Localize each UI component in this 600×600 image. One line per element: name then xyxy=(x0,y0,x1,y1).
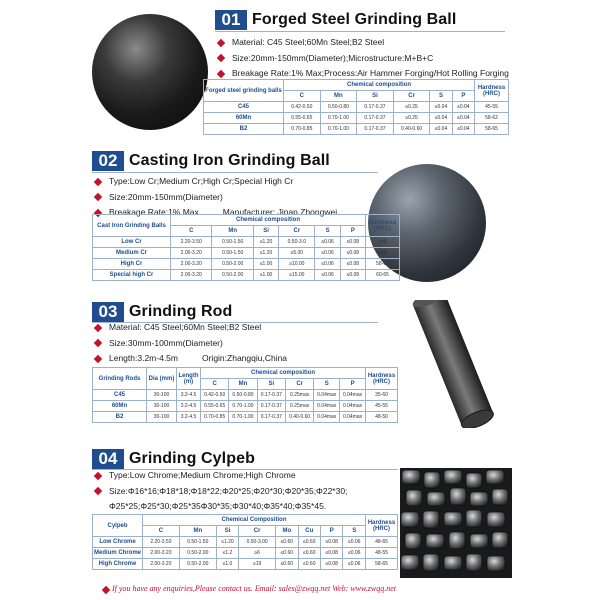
table-header: Grinding Rods xyxy=(93,368,147,390)
spec-item: Type:Low Cr;Medium Cr;High Cr;Special High Cr xyxy=(95,174,337,190)
section-title: Forged Steel Grinding Ball xyxy=(252,11,457,28)
table-row: B2 0.70-0.85 0.70-1.00 0.17-0.37 0.40-0.60 ≤0.04 ≤0.04 58-65 xyxy=(204,124,509,135)
bullet-icon xyxy=(217,70,225,78)
bullet-icon xyxy=(94,487,102,495)
grinding-rod-table xyxy=(92,367,398,423)
column-header: P xyxy=(452,91,474,102)
table-row: C45 0.42-0.50 0.50-0.80 0.17-0.37 ≤0.25 ≤0.04 ≤0.04 45-55 xyxy=(204,102,509,113)
section-number: 04 xyxy=(92,449,124,469)
spec-list xyxy=(95,468,347,515)
table-row: 60Mn 0.55-0.65 0.70-1.00 0.17-0.37 ≤0.25 ≤0.04 ≤0.04 58-62 xyxy=(204,113,509,124)
column-header: Cu xyxy=(298,526,320,537)
table-row: Medium Cr 2.00-3.20 0.50-1.50 ≤1.20 ≥5.00 ≤0.06 ≤0.08 ≥48 xyxy=(93,248,400,259)
column-header: P xyxy=(340,379,366,390)
table-row: Low Cr 2.20-3.50 0.50-1.50 ≤1.20 0.50-3.0 ≤0.06 ≤0.08 ≥45 xyxy=(93,237,400,248)
spec-item: Φ25*25;Φ25*30;Φ25*35Φ30*35;Φ30*40;Φ35*40;Φ35*45. xyxy=(109,501,327,511)
table-row: Low Chrome 2.20-3.50 0.50-1.50 ≤1.20 0.50-3.00 ≤0.60 ≤0.60 ≤0.08 ≤0.06 48-65 xyxy=(93,537,398,548)
divider xyxy=(215,31,505,32)
spec-item: Length:3.2m-4.5m Origin:Zhangqiu,China xyxy=(95,351,287,367)
bullet-icon xyxy=(94,178,102,186)
cylpeb-table xyxy=(92,514,398,570)
column-header: Si xyxy=(357,91,394,102)
column-header: S xyxy=(430,91,452,102)
table-header: Forged steel grinding balls xyxy=(204,80,284,102)
table-row: High Chrome 2.00-3.20 0.50-2.00 ≤1.0 ≥19 ≤0.60 ≤0.60 ≤0.08 ≤0.06 58-65 xyxy=(93,559,398,570)
column-header: Si xyxy=(257,379,285,390)
bullet-icon xyxy=(94,355,102,363)
table-row: High Cr 2.00-3.20 0.50-2.00 ≤1.00 ≥10.00 ≤0.06 ≤0.08 58-62 xyxy=(93,259,400,270)
section-title: Grinding Cylpeb xyxy=(129,450,255,467)
column-header: S xyxy=(315,226,340,237)
column-header: Si xyxy=(253,226,278,237)
divider xyxy=(92,172,378,173)
table-header: Chemical composition xyxy=(171,215,366,226)
column-header: Mn xyxy=(320,91,357,102)
column-header: Mn xyxy=(212,226,253,237)
spec-item: Size:20mm-150mm(Diameter);Microstructure:M+B+C xyxy=(218,51,509,67)
section-number: 03 xyxy=(92,302,124,322)
bullet-icon xyxy=(94,193,102,201)
bullet-icon xyxy=(217,54,225,62)
column-header: S xyxy=(343,526,366,537)
spec-item: Size:Φ16*16;Φ18*18;Φ18*22;Φ20*25;Φ20*30;Φ20*35;Φ22*30; xyxy=(95,484,347,500)
column-header: Cr xyxy=(239,526,276,537)
table-row: B2 30-100 3.2-4.5 0.70-0.85 0.70-1.00 0.17-0.37 0.40-0.60 0.04max 0.04max 48-50 xyxy=(93,412,398,423)
cast-iron-ball-table xyxy=(92,214,400,281)
bullet-icon xyxy=(94,472,102,480)
table-header: Chemical composition xyxy=(284,80,475,91)
column-header: Mn xyxy=(179,526,216,537)
table-header: Cylpeb xyxy=(93,515,143,537)
table-row: Special high Cr 2.00-3.20 0.50-2.00 ≤1.00 ≥15.00 ≤0.06 ≤0.08 60-65 xyxy=(93,270,400,281)
column-header: Si xyxy=(216,526,238,537)
spec-item: Breakage Rate:1% Max Manufacturer: Jinan Zhongwei xyxy=(95,205,337,221)
spec-item: Size:30mm-100mm(Diameter) xyxy=(95,336,287,352)
column-header: S xyxy=(314,379,340,390)
table-row: C45 30-100 3.2-4.5 0.42-0.50 0.50-0.80 0.17-0.37 0.25max 0.04max 0.04max 35-60 xyxy=(93,390,398,401)
bullet-icon xyxy=(94,324,102,332)
forged-steel-ball-image xyxy=(92,14,208,130)
section-number: 01 xyxy=(215,10,247,30)
bullet-icon xyxy=(217,39,225,47)
forged-ball-table xyxy=(203,79,509,135)
table-header: Hardness (HRC) xyxy=(366,515,398,537)
cylpeb-image xyxy=(400,468,512,578)
column-header: Cr xyxy=(279,226,315,237)
column-header: C xyxy=(171,226,212,237)
section-number: 02 xyxy=(92,151,124,171)
bullet-icon xyxy=(94,339,102,347)
table-row: Medium Chrome 2.00-3.20 0.50-2.00 ≤1.2 ≥6 ≤0.60 ≤0.60 ≤0.08 ≤0.06 48-55 xyxy=(93,548,398,559)
spec-list xyxy=(218,35,509,82)
table-header: Hardness (HRC) xyxy=(366,368,398,390)
section-title: Grinding Rod xyxy=(129,303,233,320)
table-header: Chemical composition xyxy=(201,368,366,379)
table-header: Length (m) xyxy=(177,368,201,390)
column-header: C xyxy=(143,526,180,537)
grinding-rod-image xyxy=(398,300,510,428)
table-header: Cast Iron Grinding Balls xyxy=(93,215,171,237)
section-title: Casting Iron Grinding Ball xyxy=(129,152,330,169)
spec-item: Material: C45 Steel;60Mn Steel;B2 Steel xyxy=(218,35,509,51)
table-header: Hardness (HRC) xyxy=(366,215,400,237)
column-header: Mn xyxy=(229,379,257,390)
contact-footer: If you have any enquiries,Please contact us. Email: sales@zwqq.net Web: www.zwqq.net xyxy=(112,584,396,593)
column-header: P xyxy=(320,526,342,537)
table-header: Chemical Composition xyxy=(143,515,366,526)
table-header: Dia (mm) xyxy=(147,368,177,390)
table-header: Hardness (HRC) xyxy=(475,80,509,102)
column-header: C xyxy=(284,91,321,102)
spec-item: Size:20mm-150mm(Diameter) xyxy=(95,190,337,206)
column-header: Cr xyxy=(285,379,313,390)
spec-item: Material: C45 Steel;60Mn Steel;B2 Steel xyxy=(95,320,287,336)
spec-list xyxy=(95,320,287,367)
table-row: 60Mn 30-100 3.2-4.5 0.55-0.65 0.70-1.00 0.17-0.37 0.25max 0.04max 0.04max 45-55 xyxy=(93,401,398,412)
column-header: Cr xyxy=(393,91,430,102)
column-header: C xyxy=(201,379,229,390)
spec-item: Breakage Rate:1% Max;Process:Air Hammer Forging/Hot Rolling Forging xyxy=(218,66,509,82)
column-header: P xyxy=(340,226,365,237)
spec-item: Type:Low Chrome;Medium Chrome;High Chrome xyxy=(95,468,347,484)
footer-bullet-icon xyxy=(102,586,110,594)
column-header: Mo xyxy=(276,526,298,537)
